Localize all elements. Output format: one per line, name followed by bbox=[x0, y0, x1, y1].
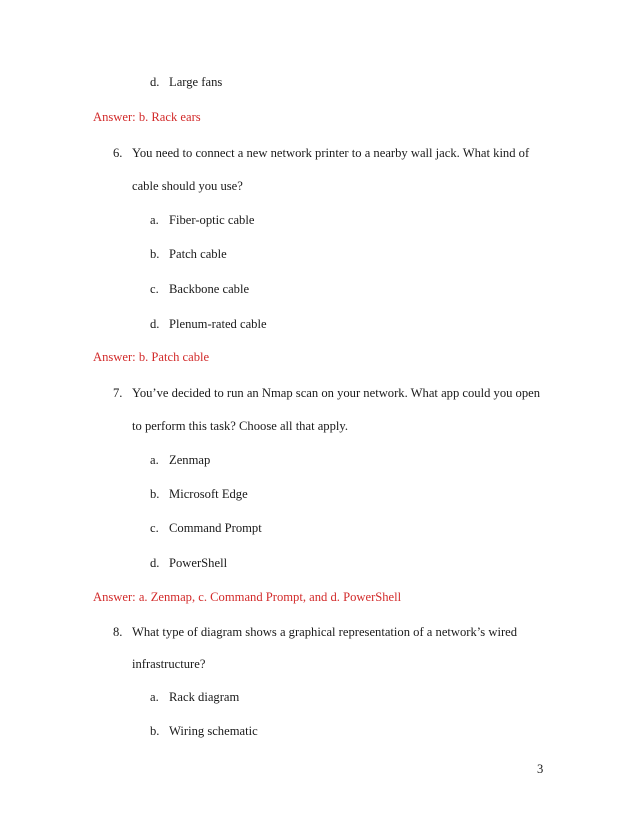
question-number: 7. bbox=[113, 386, 123, 400]
option-text: Command Prompt bbox=[169, 521, 262, 535]
option-letter: b. bbox=[150, 487, 160, 501]
question-text: You’ve decided to run an Nmap scan on your network. What app could you open bbox=[132, 386, 541, 400]
answer-line: Answer: b. Rack ears bbox=[93, 110, 201, 124]
option-text: Patch cable bbox=[169, 247, 227, 261]
option-letter: d. bbox=[150, 317, 160, 331]
question-text: You need to connect a new network printer to a nearby wall jack. What kind of bbox=[132, 146, 530, 160]
question-number: 6. bbox=[113, 146, 123, 160]
option-text: Fiber-optic cable bbox=[169, 213, 255, 227]
answer-line: Answer: a. Zenmap, c. Command Prompt, and d. PowerShell bbox=[93, 590, 402, 604]
option-letter: c. bbox=[150, 282, 159, 296]
option-text: Large fans bbox=[169, 75, 223, 89]
option-text: Microsoft Edge bbox=[169, 487, 248, 501]
answer-line: Answer: b. Patch cable bbox=[93, 350, 210, 364]
option-text: Backbone cable bbox=[169, 282, 250, 296]
question-text: What type of diagram shows a graphical representation of a network’s wired bbox=[132, 625, 518, 639]
option-letter: d. bbox=[150, 556, 160, 570]
option-letter: d. bbox=[150, 75, 160, 89]
option-letter: b. bbox=[150, 247, 160, 261]
option-letter: b. bbox=[150, 724, 160, 738]
option-letter: c. bbox=[150, 521, 159, 535]
question-continuation: infrastructure? bbox=[132, 657, 206, 671]
option-letter: a. bbox=[150, 690, 159, 704]
question-continuation: to perform this task? Choose all that apply. bbox=[132, 419, 349, 433]
option-text: Plenum-rated cable bbox=[169, 317, 267, 331]
option-text: PowerShell bbox=[169, 556, 228, 570]
option-letter: a. bbox=[150, 453, 159, 467]
page-number: 3 bbox=[537, 762, 544, 776]
question-continuation: cable should you use? bbox=[132, 179, 243, 193]
option-text: Zenmap bbox=[169, 453, 211, 467]
option-text: Rack diagram bbox=[169, 690, 240, 704]
question-number: 8. bbox=[113, 625, 123, 639]
option-letter: a. bbox=[150, 213, 159, 227]
option-text: Wiring schematic bbox=[169, 724, 258, 738]
